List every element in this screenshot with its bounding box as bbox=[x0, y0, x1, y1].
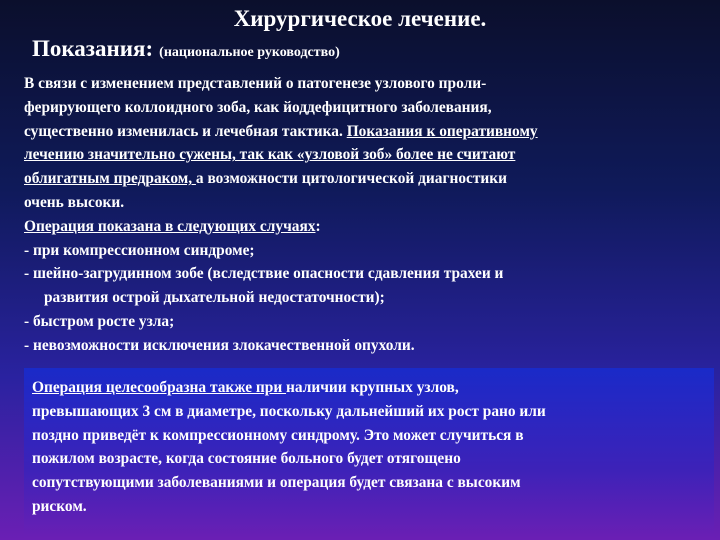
slide-subtitle bbox=[32, 36, 340, 62]
text-line: ферирующего коллоидного зоба, как йоддефицитного заболевания, bbox=[24, 98, 492, 116]
text-segment: а возможности цитологической диагностики bbox=[195, 170, 508, 188]
text-line: В связи с изменением представлений о патогенезе узлового проли- bbox=[24, 75, 487, 92]
secondary-text-block bbox=[32, 376, 712, 519]
text-line: лечению значительно сужены, так как «узловой зоб» более не считают bbox=[24, 146, 516, 164]
list-item: - быстром росте узла; bbox=[24, 312, 175, 330]
list-item-continuation: развития острой дыхательной недостаточности); bbox=[44, 289, 385, 307]
indications-heading bbox=[24, 215, 708, 239]
slide-title: Хирургическое лечение. bbox=[233, 6, 487, 31]
text-line: риском. bbox=[32, 497, 87, 515]
underlined-segment: Показания к оперативному bbox=[346, 122, 538, 140]
main-text-block bbox=[24, 72, 708, 358]
text-line: превышающих 3 см в диаметре, поскольку дальнейший их рост рано или bbox=[32, 402, 546, 420]
list-item: - невозможности исключения злокачественной опухоли. bbox=[24, 336, 415, 354]
text-line: пожилом возрасте, когда состояние больного будет отягощено bbox=[32, 450, 461, 468]
text-segment: наличии крупных узлов, bbox=[286, 379, 459, 396]
underlined-segment: Операция целесообразна также при bbox=[32, 379, 287, 396]
text-line bbox=[32, 376, 712, 400]
list-item: - при компрессионном синдроме; bbox=[24, 241, 255, 259]
text-segment: существенно изменилась и лечебная тактика. bbox=[24, 122, 347, 140]
text-line bbox=[24, 120, 708, 144]
list-item: - шейно-загрудинном зобе (вследствие опасности сдавления трахеи и bbox=[24, 265, 504, 283]
indications-heading-colon: : bbox=[315, 217, 321, 235]
subtitle-note: (национальное руководство) bbox=[159, 45, 340, 60]
indications-heading-text: Операция показана в следующих случаях bbox=[24, 217, 316, 235]
text-line: очень высоки. bbox=[24, 193, 125, 211]
text-line: поздно приведёт к компрессионному синдрому. Это может случиться в bbox=[32, 426, 524, 444]
text-line: сопутствующими заболеваниями и операция будет связана с высоким bbox=[32, 474, 521, 492]
underlined-segment: облигатным предраком, bbox=[24, 170, 196, 188]
subtitle-main: Показания: bbox=[32, 36, 154, 61]
text-line bbox=[24, 167, 708, 191]
